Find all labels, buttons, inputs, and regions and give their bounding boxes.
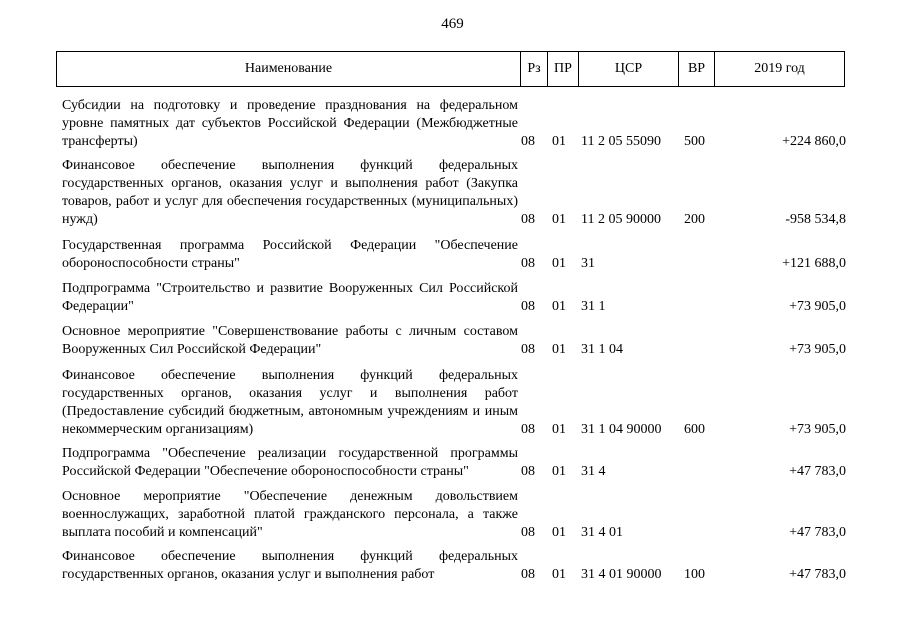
page-number: 469 xyxy=(441,16,464,32)
row-rz: 08 xyxy=(521,299,535,314)
row-rz: 08 xyxy=(521,256,535,271)
row-rz: 08 xyxy=(521,525,535,540)
row-amount: -958 534,8 xyxy=(785,212,846,227)
row-amount: +47 783,0 xyxy=(789,525,846,540)
table-row xyxy=(62,280,852,316)
row-amount: +47 783,0 xyxy=(789,464,846,479)
row-pr: 01 xyxy=(552,422,566,437)
row-pr: 01 xyxy=(552,134,566,149)
header-vr: ВР xyxy=(679,52,715,86)
table-row xyxy=(62,97,852,151)
row-name: Финансовое обеспечение выполнения функций федеральных государственных органов, оказания услуг и выполнения работ (Закупка товаров, работ и услуг для обеспечения государственных (муниципальных) нужд) xyxy=(62,158,518,227)
table-row xyxy=(62,367,852,439)
row-csr: 31 1 04 xyxy=(581,342,623,357)
row-amount: +224 860,0 xyxy=(782,134,846,149)
header-csr: ЦСР xyxy=(579,52,679,86)
row-vr: 500 xyxy=(684,134,705,149)
table-row xyxy=(62,548,852,584)
row-name: Основное мероприятие "Совершенствование работы с личным составом Вооруженных Сил Российской Федерации" xyxy=(62,324,518,357)
row-csr: 31 4 01 xyxy=(581,525,623,540)
row-pr: 01 xyxy=(552,342,566,357)
row-csr: 11 2 05 55090 xyxy=(581,134,661,149)
table-row xyxy=(62,157,852,229)
row-csr: 11 2 05 90000 xyxy=(581,212,661,227)
row-pr: 01 xyxy=(552,525,566,540)
row-amount: +47 783,0 xyxy=(789,567,846,582)
header-rz: Рз xyxy=(521,52,548,86)
header-pr: ПР xyxy=(548,52,579,86)
row-amount: +73 905,0 xyxy=(789,299,846,314)
row-amount: +73 905,0 xyxy=(789,422,846,437)
row-pr: 01 xyxy=(552,299,566,314)
table-row xyxy=(62,323,852,359)
table-header xyxy=(56,51,845,87)
table-row xyxy=(62,488,852,542)
row-csr: 31 1 04 90000 xyxy=(581,422,662,437)
row-name: Основное мероприятие "Обеспечение денежным довольствием военнослужащих, заработной платой гражданского персонала, а также выплата пособий и компенсаций" xyxy=(62,489,518,540)
row-rz: 08 xyxy=(521,464,535,479)
row-csr: 31 1 xyxy=(581,299,606,314)
row-pr: 01 xyxy=(552,567,566,582)
row-pr: 01 xyxy=(552,256,566,271)
row-pr: 01 xyxy=(552,212,566,227)
row-csr: 31 xyxy=(581,256,595,271)
row-vr: 200 xyxy=(684,212,705,227)
row-csr: 31 4 xyxy=(581,464,606,479)
row-vr: 100 xyxy=(684,567,705,582)
row-rz: 08 xyxy=(521,422,535,437)
row-rz: 08 xyxy=(521,134,535,149)
row-pr: 01 xyxy=(552,464,566,479)
row-name: Субсидии на подготовку и проведение празднования на федеральном уровне памятных дат субъектов Российской Федерации (Межбюджетные трансферты) xyxy=(62,98,518,149)
row-rz: 08 xyxy=(521,342,535,357)
row-name: Финансовое обеспечение выполнения функций федеральных государственных органов, оказания услуг и выполнения работ xyxy=(62,549,518,582)
row-name: Подпрограмма "Обеспечение реализации государственной программы Российской Федерации "Обеспечение обороноспособности страны" xyxy=(62,446,518,479)
table-row xyxy=(62,445,852,481)
table-row xyxy=(62,237,852,273)
row-vr: 600 xyxy=(684,422,705,437)
row-amount: +121 688,0 xyxy=(782,256,846,271)
row-csr: 31 4 01 90000 xyxy=(581,567,662,582)
row-name: Государственная программа Российской Федерации "Обеспечение обороноспособности страны" xyxy=(62,238,518,271)
header-year: 2019 год xyxy=(754,61,805,76)
row-name: Подпрограмма "Строительство и развитие Вооруженных Сил Российской Федерации" xyxy=(62,281,518,314)
table-body xyxy=(62,97,852,584)
header-name: Наименование xyxy=(57,52,521,86)
row-rz: 08 xyxy=(521,212,535,227)
row-rz: 08 xyxy=(521,567,535,582)
row-amount: +73 905,0 xyxy=(789,342,846,357)
row-name: Финансовое обеспечение выполнения функций федеральных государственных органов, оказания услуг и выполнения работ (Предоставление субсидий бюджетным, автономным учреждениям и иным некоммерческим организациям) xyxy=(62,368,518,437)
